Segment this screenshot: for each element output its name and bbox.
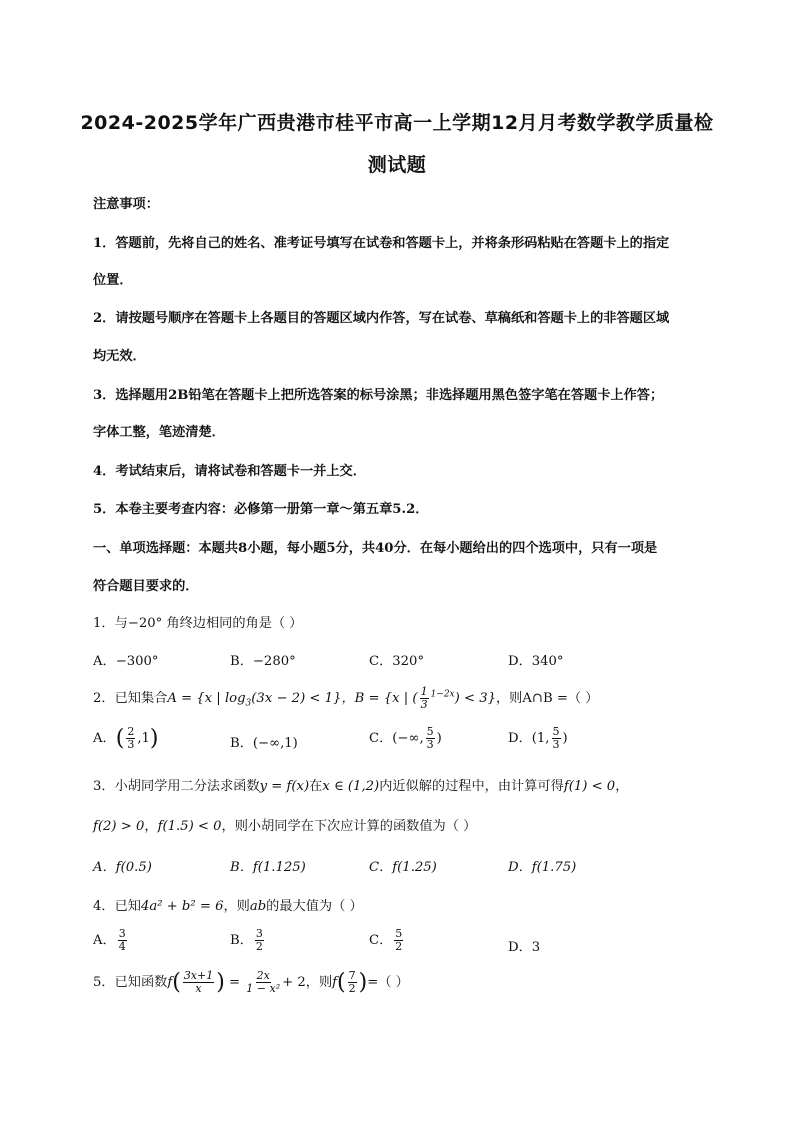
q5-text-2: ，则 [305,975,333,990]
q5-f2: f [332,975,338,990]
exam-title-line2: 测试题 [367,154,427,176]
q4-option-a-num: 3 [118,927,126,940]
q2-option-d-head: (1, [531,731,550,746]
notice-item-1: 1．答题前，先将自己的姓名、准考证号填写在试卷和答题卡上，并将条形码粘贴在答题卡上的指定 [93,236,670,251]
q3-f1: f(1) < 0 [563,779,616,794]
q3-text-5: ， [144,819,158,834]
q3-f2: f(2) > 0 [93,819,145,834]
q5-value-fraction [348,970,357,995]
q4-option-a-den: 4 [118,940,126,953]
q3-function: y = f(x) [259,779,310,794]
q4-expression: 4a² + b² = 6 [140,899,224,914]
q2-option-c [369,726,442,751]
q4-ab: ab [249,899,267,914]
notice-item-2-cont: 均无效． [93,349,146,364]
notice-item-5: 5．本卷主要考查内容：必修第一册第一章～第五章5.2． [93,502,429,517]
q2-option-d-num: 5 [552,725,560,738]
q3-option-b: B．f(1.125) [230,860,306,875]
q4-text-2: ，则 [223,899,250,914]
q3-text-6: ，则小胡同学在下次应计算的函数值为（ ） [221,819,477,834]
q5-rhs-num: 2x [256,969,270,982]
notice-item-2: 2．请按题号顺序在答题卡上各题目的答题区域内作答，写在试卷、草稿纸和答题卡上的非答题区域 [93,311,670,326]
q4-option-d-text: 3 [531,940,541,955]
q2-option-b [230,732,298,751]
q4-option-a-fraction [118,928,127,953]
notice-item-3: 3．选择题用2B铅笔在答题卡上把所选答案的标号涂黑；非选择题用黑色签字笔在答题卡上作答； [93,388,664,403]
q2-option-a-tail: ,1 [137,731,150,746]
q4-option-a [93,928,129,953]
q4-option-b-num: 3 [255,927,263,940]
q1-option-b: B．−280° [230,654,296,669]
q3-option-c: C．f(1.25) [369,860,437,875]
q2-option-c-fraction [426,726,435,751]
q4-option-b-fraction [255,928,264,953]
q2-stem-tail: ，则A∩B =（ ） [496,691,599,706]
q2-set-a-tail: (3x − 2) < 1} [251,691,342,706]
q2-option-c-head: (−∞, [392,731,424,746]
q2-option-a-num: 2 [127,725,135,738]
q2-option-d [508,726,568,751]
q4-option-d [508,936,540,955]
q3-f15: f(1.5) < 0 [157,819,222,834]
q2-option-c-den: 3 [426,738,434,751]
q4-text-1: 4．已知 [93,899,141,914]
q2-option-d-label: D． [508,731,532,746]
q5-text-1: 5．已知函数 [93,975,168,990]
q2-option-b-label: B． [230,736,253,751]
q4-option-c [369,928,405,953]
q3-option-a: A．f(0.5) [93,860,152,875]
q2-set-a-head: A = {x | log [167,691,246,706]
question-5-stem: 5．已知函数f( $\frac{3x+1}{x}$ ) = $\frac{2x}{\text{1 − x²}}$ + 2，则f( $\frac{7}{2}$ )=（ ） [93,969,409,995]
q2-set-b-fraction [420,686,429,711]
q2-log-base: 3 [245,698,252,709]
q2-option-c-tail: ) [436,731,442,746]
q5-value-den: 2 [348,982,356,995]
q4-option-b [230,928,266,953]
q2-option-a: A．( $\frac{2}{3}$ ,1) [93,725,159,751]
q4-option-a-label: A． [93,933,116,948]
q4-option-b-den: 2 [255,940,263,953]
q2-option-c-label: C． [369,731,393,746]
section1-instructions: 一、单项选择题：本题共8小题，每小题5分，共40分．在每小题给出的四个选项中，只有一项是 [93,541,658,556]
q5-value-num: 7 [348,969,356,982]
q3-text-3: 内近似解的过程中，由计算可得 [379,779,564,794]
question-4-stem [93,895,713,914]
q2-set-b [341,685,496,711]
q2-set-a [167,691,342,709]
q4-option-c-fraction [394,928,403,953]
question-3-stem-line1 [93,775,713,794]
notice-item-1-cont: 位置． [93,273,133,288]
q5-rhs-den: 1 − x² [246,982,281,995]
notice-item-4: 4．考试结束后，请将试卷和答题卡一并上交． [93,464,366,479]
q2-set-b-head: ，B = {x | ( [341,691,418,706]
section1-instructions-cont: 符合题目要求的． [93,579,199,594]
q2-set-b-tail: ) < 3} [454,691,496,706]
q3-text-1: 3．小胡同学用二分法求函数 [93,779,260,794]
q3-interval: x ∈ (1,2) [322,779,380,794]
question-1-stem: 1．与−20° 角终边相同的角是（ ） [93,616,303,631]
q2-set-b-num: 1 [420,685,428,698]
q4-option-c-num: 5 [395,927,403,940]
notice-heading: 注意事项： [93,197,159,212]
q2-option-b-text: (−∞,1) [252,736,298,751]
question-2-stem [93,686,713,711]
exam-title-line1: 2024-2025学年广西贵港市桂平市高一上学期12月月考数学教学质量检 [80,112,714,134]
notice-item-3-cont: 字体工整，笔迹清楚． [93,425,225,440]
q5-plus: + 2 [282,975,306,990]
q2-option-d-tail: ) [562,731,568,746]
q5-equals: = [229,975,241,990]
question-3-stem-line2 [93,815,713,834]
q3-text-4: ， [615,779,629,794]
q2-set-b-exponent: 1−2x [430,689,455,700]
q2-option-d-fraction [552,726,561,751]
q2-option-c-num: 5 [426,725,434,738]
q5-f: f [167,975,173,990]
q2-set-b-den: 3 [420,698,428,711]
q2-option-a-label: A． [93,731,116,746]
q5-text-3: =（ ） [367,975,409,990]
q4-option-c-den: 2 [395,940,403,953]
q2-stem-lead: 2．已知集合 [93,691,168,706]
q5-arg-num: 3x+1 [183,969,214,982]
q4-text-3: 的最大值为（ ） [266,899,363,914]
q1-option-d: D．340° [508,654,564,669]
q5-arg-den: x [195,982,202,995]
q1-option-c: C．320° [369,654,425,669]
q2-option-a-fraction [126,726,135,751]
q5-rhs-fraction [246,970,280,995]
q4-option-b-label: B． [230,933,253,948]
q2-option-a-den: 3 [127,738,135,751]
q3-option-d: D．f(1.75) [508,860,577,875]
q1-option-a: A．−300° [93,654,159,669]
q4-option-c-label: C． [369,933,393,948]
q5-arg-fraction [183,970,214,995]
q2-option-d-den: 3 [552,738,560,751]
q3-text-2: 在 [309,779,323,794]
q4-option-d-label: D． [508,940,532,955]
